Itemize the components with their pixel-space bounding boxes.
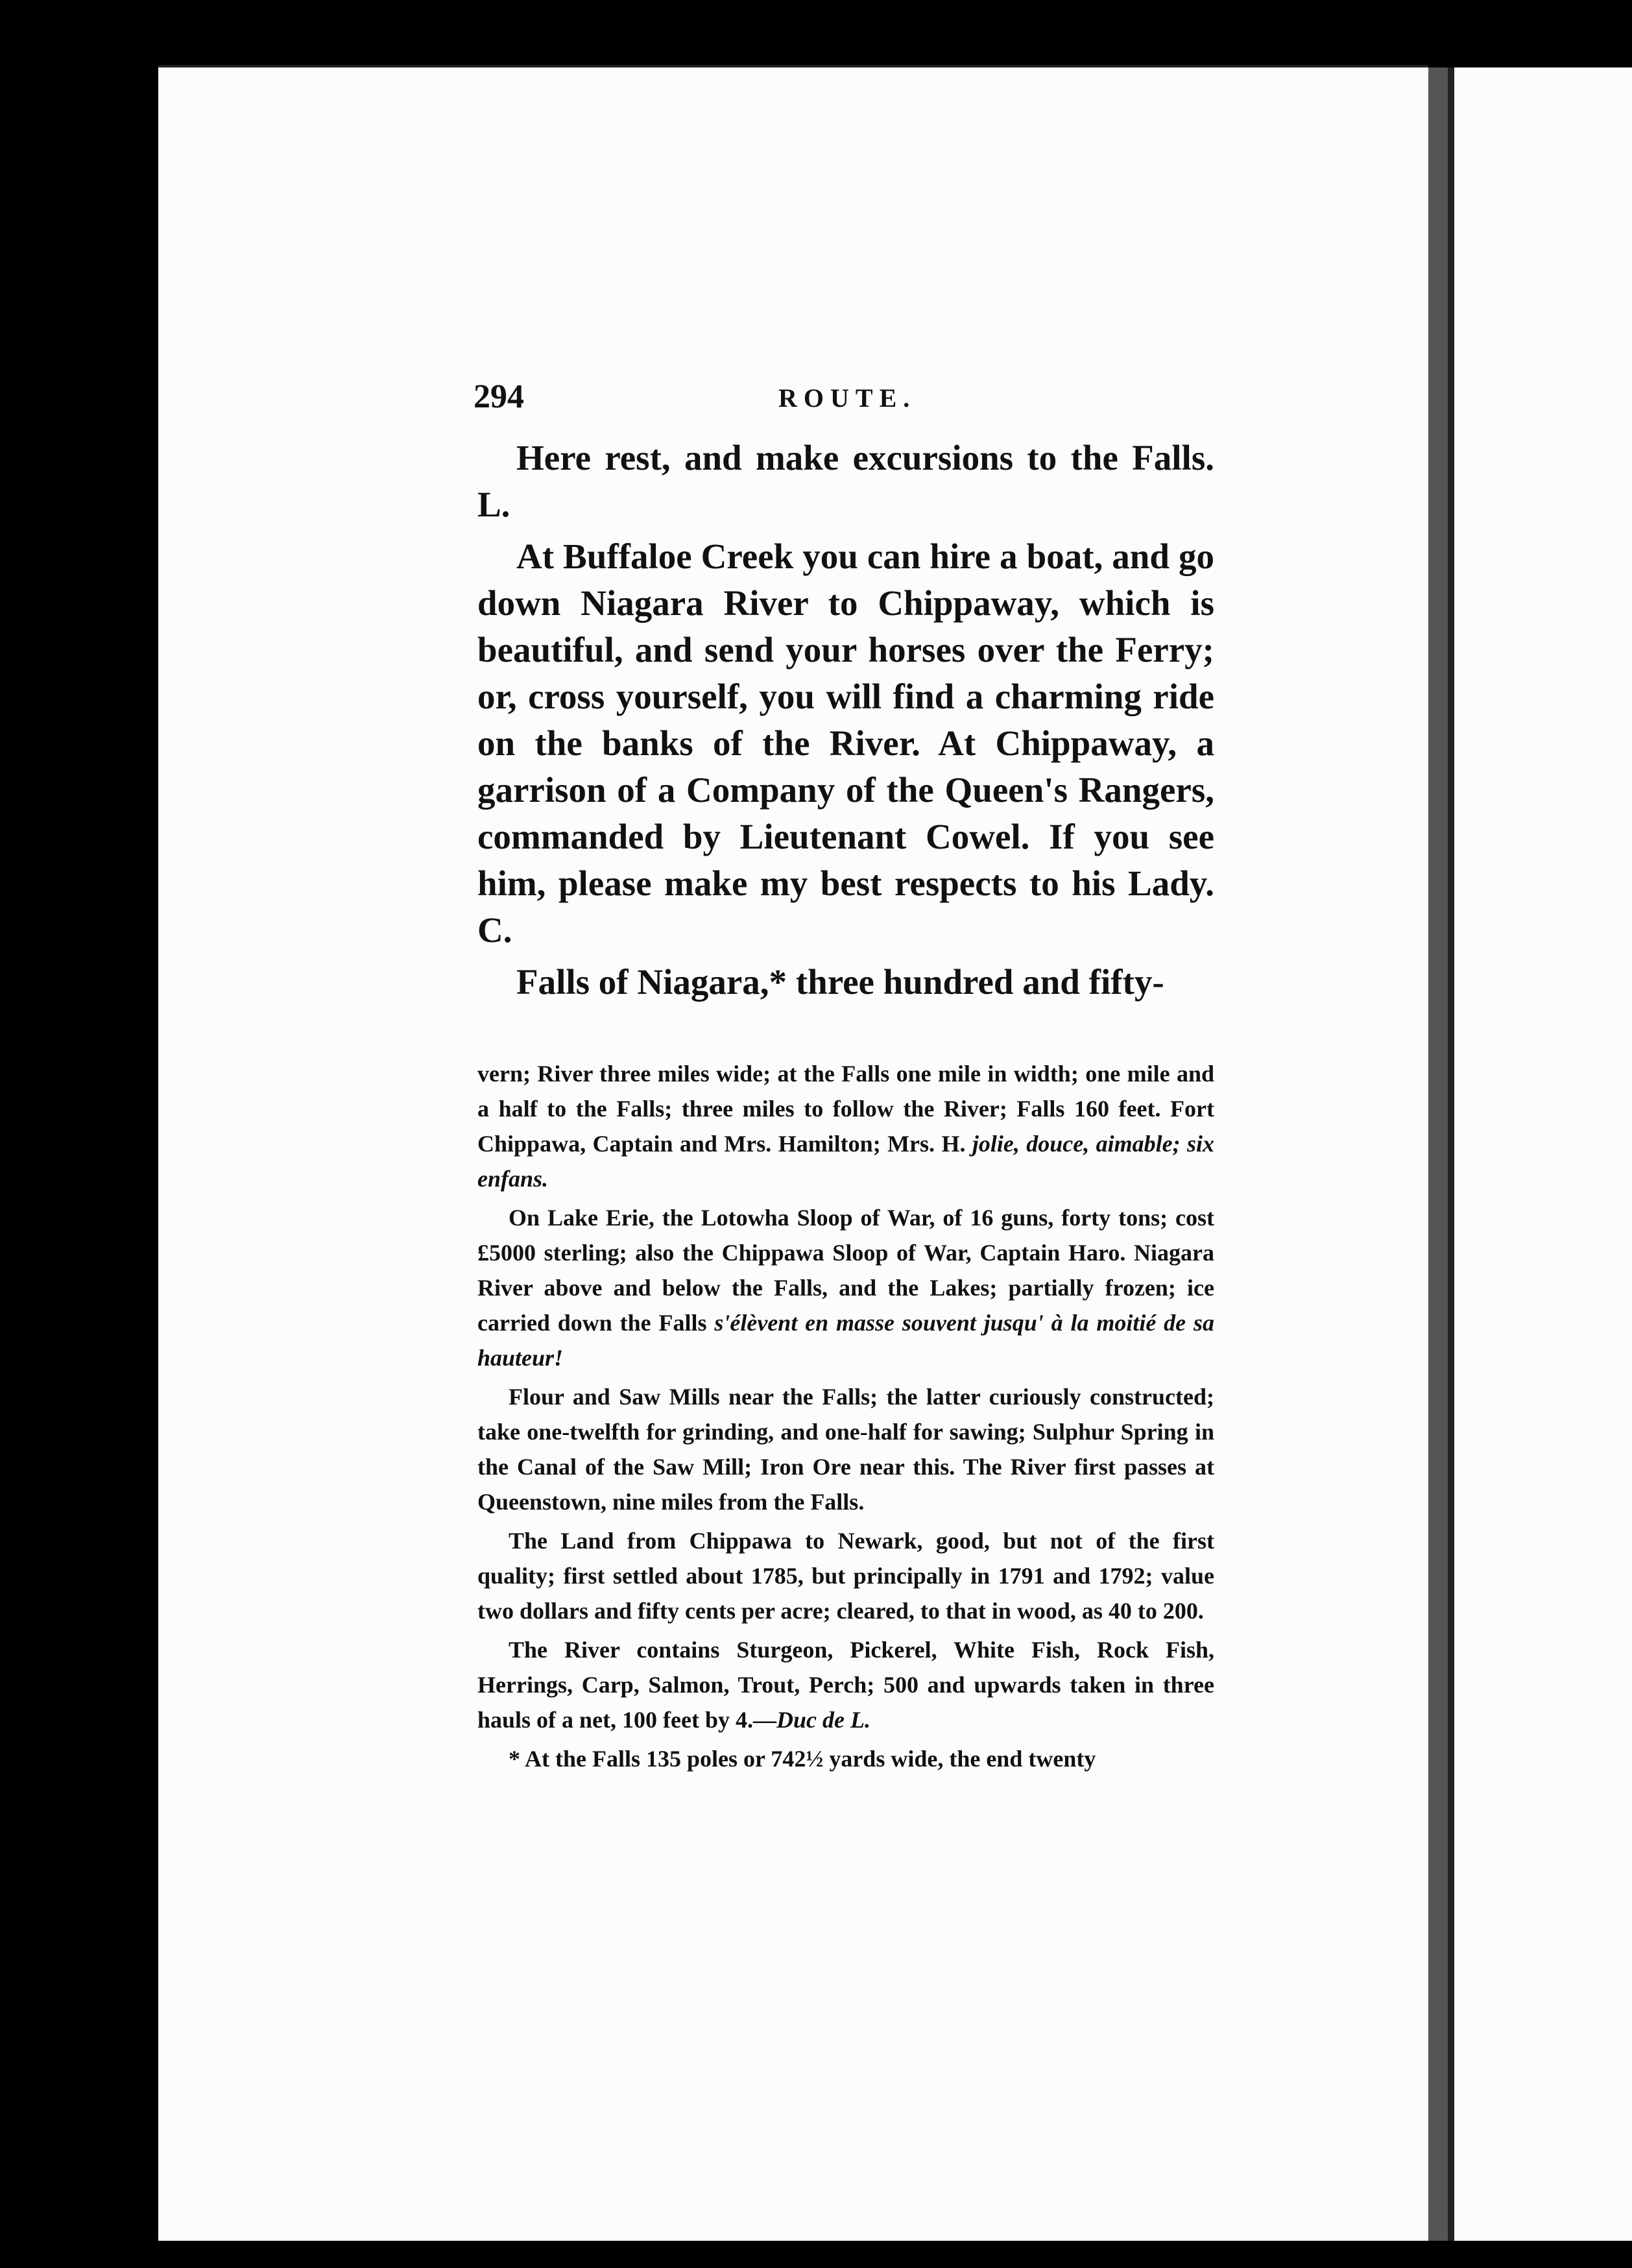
footnote-1-text: vern; River three miles wide; at the Falls one mile in width; one mile and a half to the Falls; three miles to follow the River; Falls 160 feet. Fort Chippawa, Captain and Mrs. Hamilton; Mrs. H. [477, 1061, 1214, 1157]
footnote-5-italic: Duc de L. [776, 1707, 870, 1733]
footnote-3: Flour and Saw Mills near the Falls; the latter curiously constructed; take one-twelfth for grinding, and one-half for sawing; Sulphur Spring in the Canal of the Saw Mill; Iron Ore near this. The River first passes at Queenstown, nine miles from the Falls. [477, 1384, 1214, 1515]
page-gutter [1428, 67, 1448, 2241]
footnote-1-italic: jolie, douce, aimable; six enfans. [477, 1131, 1214, 1192]
main-paragraph-3: Falls of Niagara,* three hundred and fifty- [516, 962, 1164, 1002]
running-head: ROUTE. [778, 383, 917, 413]
footnote-2-text: On Lake Erie, the Lotowha Sloop of War, of 16 guns, forty tons; cost £5000 sterling; also the Chippawa Sloop of War, Captain Haro. Niagara River above and below the Falls, and the Lakes; partially frozen; ice carried down the Falls [477, 1205, 1214, 1336]
ink-speck [47, 2245, 54, 2252]
footnote-5-text: The River contains Sturgeon, Pickerel, White Fish, Rock Fish, Herrings, Carp, Salmon, Trout, Perch; 500 and upwards taken in three hauls of a net, 100 feet by 4.— [477, 1637, 1214, 1733]
facing-page-edge [1448, 67, 1632, 2241]
footnote-2 [477, 1200, 1214, 1375]
binding-fold [1448, 67, 1454, 2241]
footnote-6: * At the Falls 135 poles or 742½ yards wide, the end twenty [509, 1746, 1096, 1772]
main-paragraph-1: Here rest, and make excursions to the Falls. L. [477, 438, 1214, 524]
page-number: 294 [474, 378, 524, 415]
footnotes [477, 1056, 1214, 1780]
footnote-5 [477, 1632, 1214, 1737]
footnote-4: The Land from Chippawa to Newark, good, but not of the first quality; first settled about 1785, but principally in 1791 and 1792; value two dollars and fifty cents per acre; cleared, to that in wood, as 40 to 200. [477, 1528, 1214, 1624]
ink-speck [62, 1719, 73, 1730]
footnote-1 [477, 1056, 1214, 1196]
main-paragraph-2: At Buffaloe Creek you can hire a boat, and go down Niagara River to Chippaway, which is beautiful, and send your horses over the Ferry; or, cross yourself, you will find a charming ride on the banks of the River. At Chippaway, a garrison of a Company of the Queen's Rangers, commanded by Lieutenant Cowel. If you see him, please make my best respects to his Lady. C. [477, 537, 1214, 950]
footnote-2-italic: s'élèvent en masse souvent jusqu' à la moitié de sa hauteur! [477, 1310, 1214, 1371]
main-text [477, 435, 1214, 1011]
